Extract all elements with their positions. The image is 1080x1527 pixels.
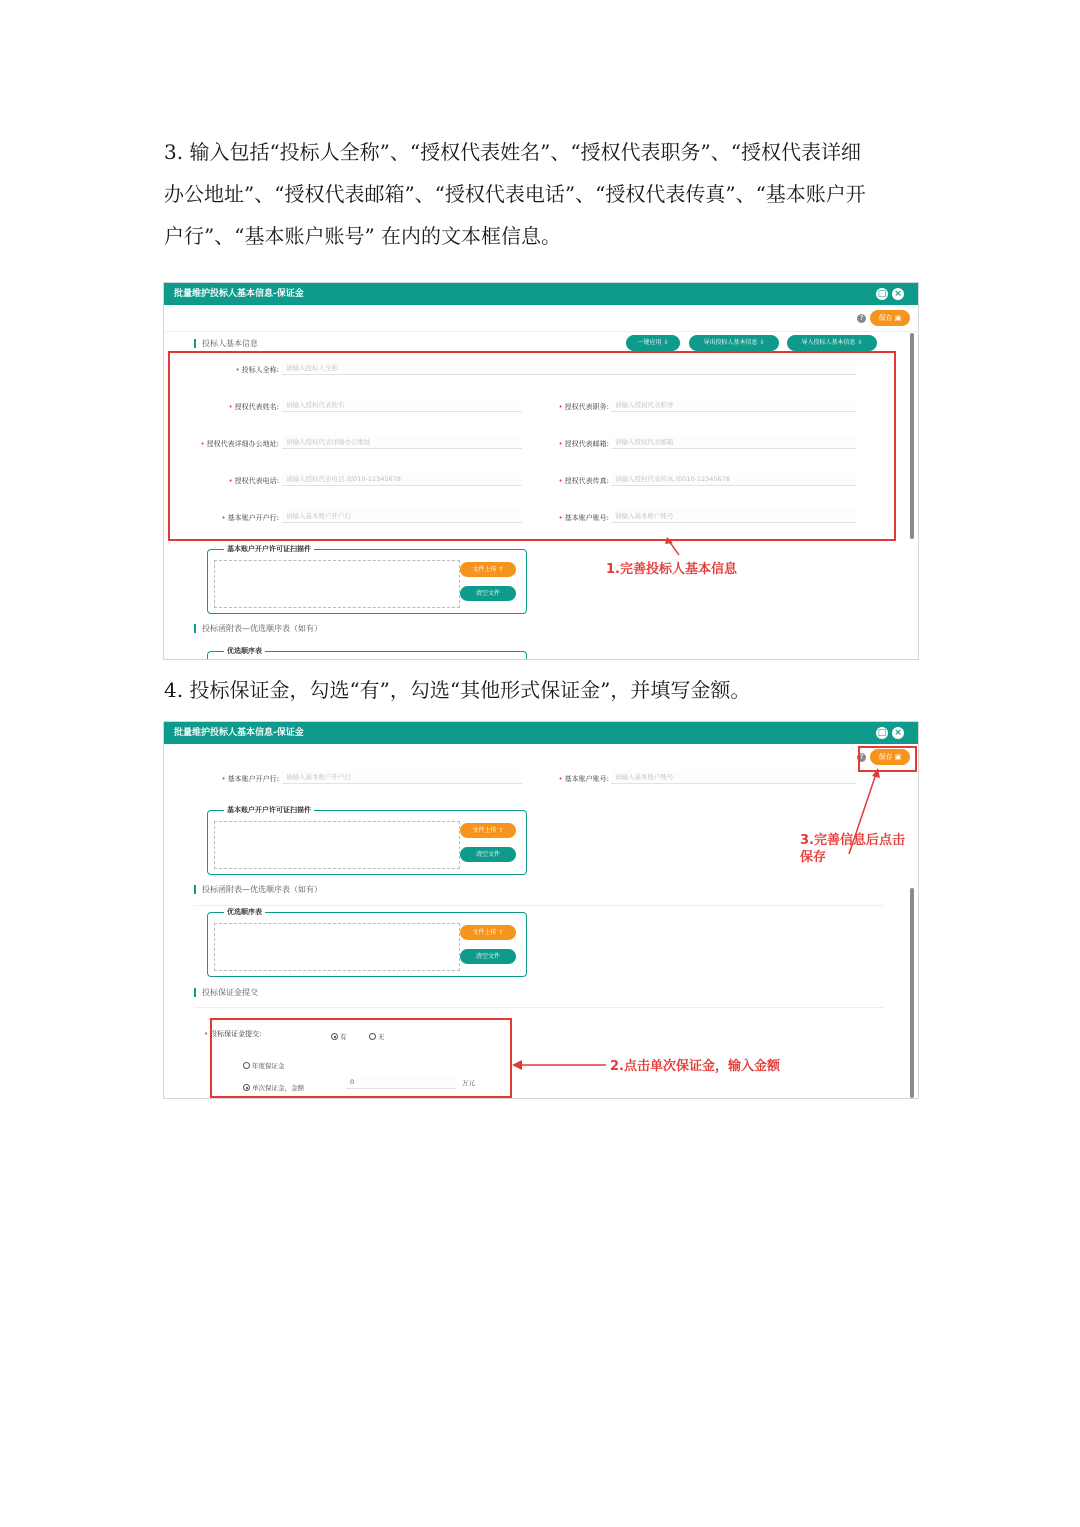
preference-dropzone[interactable] [214, 923, 460, 971]
annotation-amount: 2.点击单次保证金，输入金额 [610, 1059, 780, 1074]
maximize-icon[interactable]: □ [877, 289, 887, 299]
annotation-arrow-2 [512, 1059, 607, 1071]
divider [194, 905, 884, 906]
divider [164, 331, 918, 332]
radio-yes-label: 有 [340, 1033, 347, 1041]
close-icon[interactable]: × [892, 288, 904, 300]
section-title-preference: 投标函附表—优选顺序表（如有） [194, 624, 322, 633]
scrollbar[interactable] [910, 333, 914, 539]
rep-fax-input[interactable]: 请输入授权代表传真,如010-12345678 [611, 472, 856, 486]
section-title-deposit: 投标保证金提交 [194, 988, 258, 997]
import-label: 导入投标人基本信息 [801, 339, 856, 346]
maximize-icon[interactable]: □ [877, 728, 887, 738]
preference-title: 优选顺序表 [224, 907, 265, 917]
save-button[interactable]: 保存 ▣ [870, 749, 910, 765]
section-title-preference: 投标函附表—优选顺序表（如有） [194, 885, 322, 894]
full-name-input[interactable]: 请输入投标人全称 [282, 361, 856, 375]
clear-file-button[interactable]: 清空文件 [460, 847, 516, 862]
file-upload-label: 文件上传 [472, 566, 497, 573]
save-button[interactable]: 保存 ▣ [870, 310, 910, 326]
upload-permit-panel [207, 545, 527, 614]
amount-input[interactable]: 0 [346, 1075, 456, 1089]
radio-no-label: 无 [378, 1033, 385, 1041]
radio-single-label: 单次保证金，金额 [252, 1084, 304, 1092]
rep-address-input[interactable]: 请输入授权代表详细办公地址 [282, 435, 522, 449]
clear-file-button[interactable]: 清空文件 [460, 949, 516, 964]
rep-name-label: • 授权代表姓名: [228, 403, 279, 411]
step3-line3: 户行”、“基本账户账号” 在内的文本框信息。 [164, 224, 562, 248]
upload-permit-title: 基本账户开户许可证扫描件 [224, 544, 314, 554]
annotation-arrow-1 [659, 537, 689, 559]
rep-fax-label: • 授权代表传真: [558, 477, 609, 485]
account-input[interactable]: 请输入基本账户账号 [611, 770, 856, 784]
rep-name-input[interactable]: 请输入授权代表姓名 [282, 398, 522, 412]
annotation-save: 3.完善信息后点击保存 [800, 833, 905, 865]
rep-phone-label: • 授权代表电话: [228, 477, 279, 485]
bank-input[interactable]: 请输入基本账户开户行 [282, 509, 522, 523]
help-icon[interactable]: ? [857, 314, 866, 323]
section-title-bidder: 投标人基本信息 [194, 339, 258, 348]
upload-permit-panel [207, 806, 527, 875]
apply-all-label: 一键应用 [637, 339, 662, 346]
save-label: 保存 [878, 314, 893, 322]
account-input[interactable]: 请输入基本账户账号 [611, 509, 856, 523]
bank-input[interactable]: 请输入基本账户开户行 [282, 770, 522, 784]
highlight-bidder-fields [168, 351, 896, 541]
step4-paragraph: 4. 投标保证金，勾选“有”，勾选“其他形式保证金”，并填写金额。 [164, 678, 751, 702]
rep-email-input[interactable]: 请输入授权代表邮箱 [611, 435, 856, 449]
preference-title: 优选顺序表 [224, 646, 265, 656]
full-name-label: • 投标人全称: [235, 366, 279, 374]
file-upload-label: 文件上传 [472, 929, 497, 936]
preference-panel [207, 647, 527, 660]
upload-permit-title: 基本账户开户许可证扫描件 [224, 805, 314, 815]
preference-panel [207, 908, 527, 977]
export-label: 导出投标人基本信息 [703, 339, 758, 346]
screenshot-bidder-info [163, 282, 919, 660]
deposit-submit-label: • 投标保证金提交: [204, 1030, 262, 1038]
close-icon[interactable]: × [892, 727, 904, 739]
apply-all-button[interactable]: 一键应用 ⇩ [626, 335, 680, 351]
import-bidder-info-button[interactable]: 导入投标人基本信息 ⇩ [787, 335, 877, 351]
highlight-deposit-options [210, 1018, 512, 1098]
dialog-title: 批量维护投标人基本信息-保证金 [164, 722, 918, 744]
scrollbar[interactable] [910, 888, 914, 1098]
file-upload-button[interactable]: 文件上传 ⇧ [460, 823, 516, 838]
step3-paragraph [164, 131, 924, 257]
annotation-complete-bidder-info: 1.完善投标人基本信息 [606, 562, 737, 577]
upload-dropzone[interactable] [214, 821, 460, 869]
radio-annual-label: 年度保证金 [252, 1062, 285, 1070]
bank-label: • 基本账户开户行: [221, 775, 279, 783]
step3-line2: 办公地址”、“授权代表邮箱”、“授权代表电话”、“授权代表传真”、“基本账户开 [164, 182, 866, 206]
step3-line1: 3. 输入包括“投标人全称”、“授权代表姓名”、“授权代表职务”、“授权代表详细 [164, 140, 862, 164]
rep-title-input[interactable]: 请输入授权代表职务 [611, 398, 856, 412]
upload-dropzone[interactable] [214, 560, 460, 608]
file-upload-button[interactable]: 文件上传 ⇧ [460, 562, 516, 577]
rep-phone-input[interactable]: 请输入授权代表电话,如010-12345678 [282, 472, 522, 486]
export-bidder-info-button[interactable]: 导出投标人基本信息 ⇩ [689, 335, 779, 351]
divider [194, 1007, 884, 1008]
clear-file-button[interactable]: 清空文件 [460, 586, 516, 601]
file-upload-button[interactable]: 文件上传 ⇧ [460, 925, 516, 940]
rep-email-label: • 授权代表邮箱: [558, 440, 609, 448]
amount-unit: 万元 [462, 1079, 475, 1087]
bank-label: • 基本账户开户行: [221, 514, 279, 522]
file-upload-label: 文件上传 [472, 827, 497, 834]
help-icon[interactable]: ? [857, 753, 866, 762]
account-label: • 基本账户账号: [558, 775, 609, 783]
screenshot-deposit [163, 721, 919, 1099]
account-label: • 基本账户账号: [558, 514, 609, 522]
rep-title-label: • 授权代表职务: [558, 403, 609, 411]
dialog-title: 批量维护投标人基本信息-保证金 [164, 283, 918, 305]
save-label: 保存 [878, 753, 893, 761]
rep-address-label: • 授权代表详细办公地址: [200, 440, 279, 448]
